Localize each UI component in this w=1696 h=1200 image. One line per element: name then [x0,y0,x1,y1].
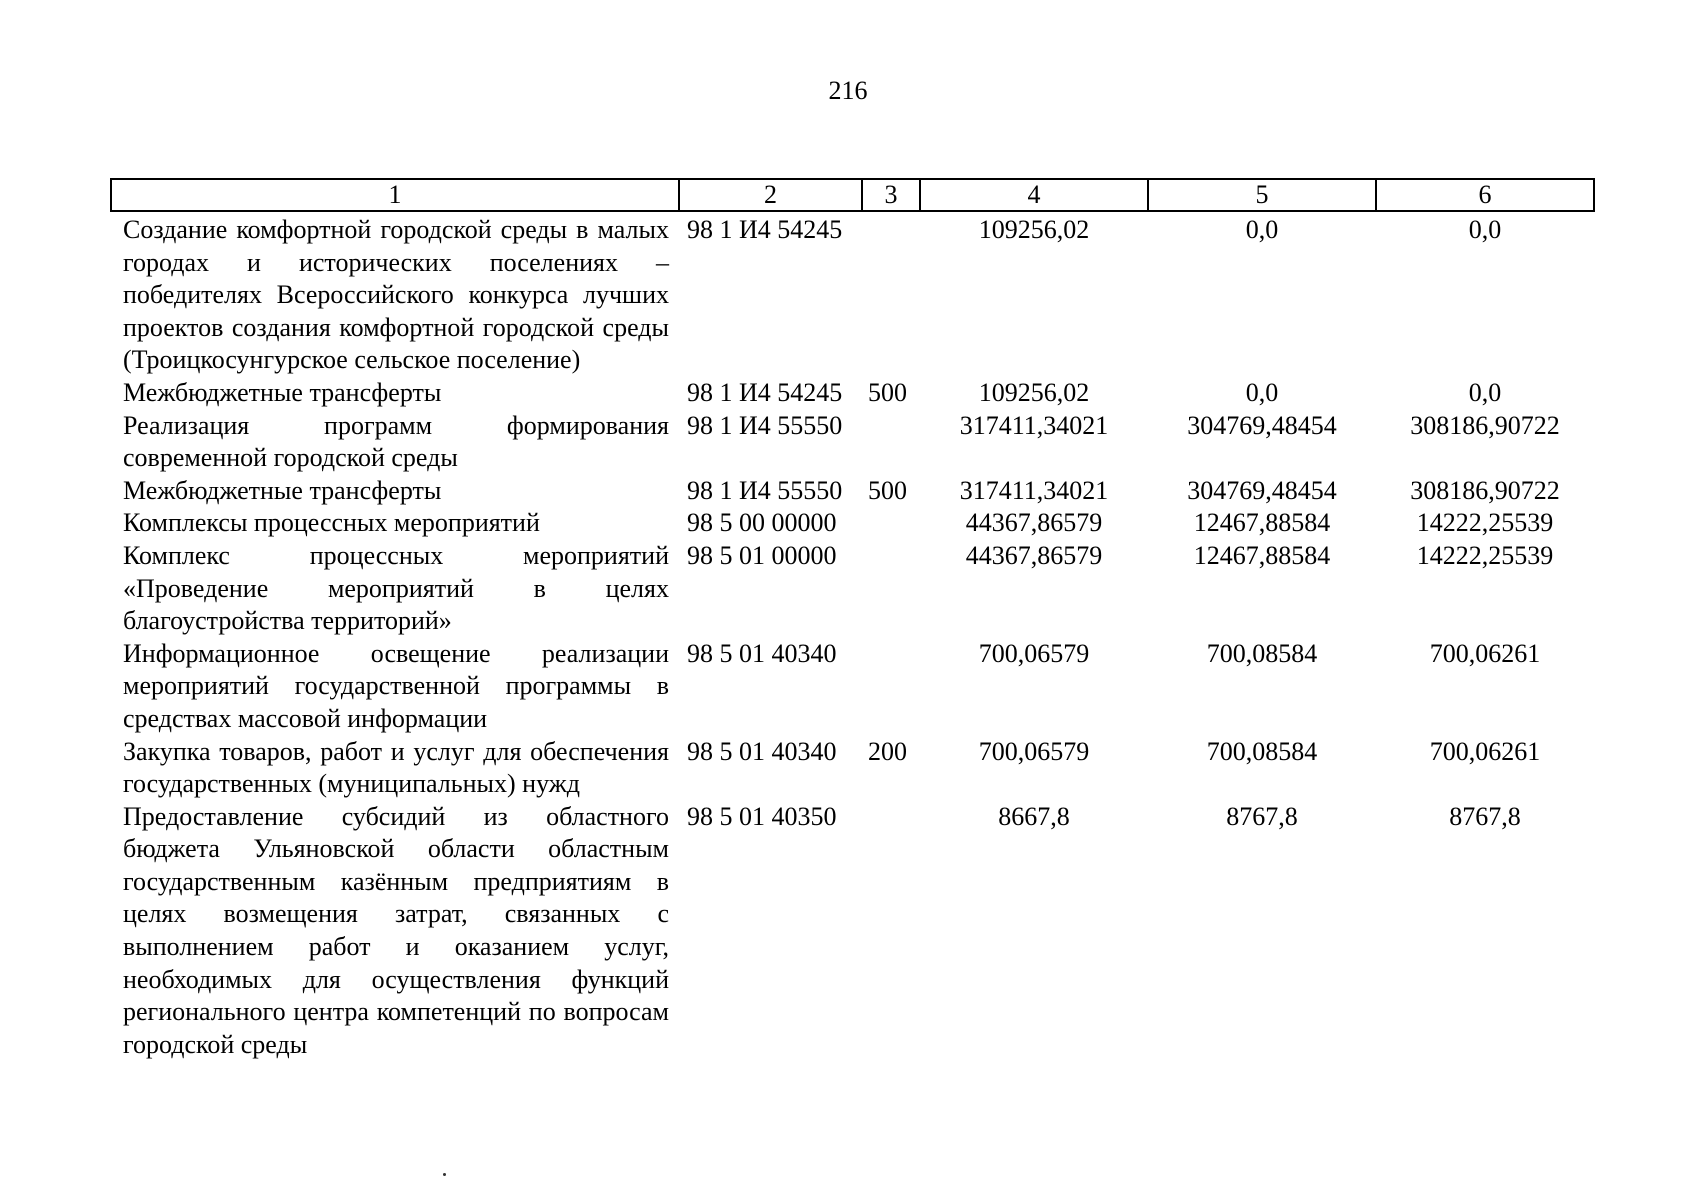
row-code: 98 5 01 40340 [687,638,837,668]
row-name: Создание комфортной городской среды в малых городах и исторических поселениях – победителях Всероссийского конкурса лучших проектов создания комфортной городской среды (Троицкосунгурское сельское поселение) [123,215,669,375]
row-col5: 304769,48454 [1187,410,1337,440]
row-col4: 700,06579 [978,638,1090,668]
row-col5: 12467,88584 [1193,508,1331,538]
row-col6: 8767,8 [1449,801,1521,831]
header-col-5: 5 [1148,179,1376,211]
table-row [111,475,1594,508]
row-col4: 317411,34021 [959,475,1109,505]
row-col6: 700,06261 [1429,638,1541,668]
row-name: Комплекс процессных мероприятий «Проведение мероприятий в целях благоустройства территорий» [123,540,669,636]
table-row [111,377,1594,410]
row-expense-type: 500 [868,377,907,407]
header-col-3: 3 [862,179,920,211]
row-expense-type [862,507,920,540]
row-col4: 44367,86579 [965,508,1103,538]
table-row [111,211,1594,377]
row-col6: 14222,25539 [1416,540,1554,570]
row-expense-type: 500 [868,475,907,505]
header-col-2: 2 [679,179,862,211]
row-col6: 0,0 [1468,377,1502,407]
row-code: 98 5 01 40340 [687,736,837,766]
table-header [111,179,1594,211]
table-row [111,540,1594,638]
row-col6: 308186,90722 [1410,475,1560,505]
table-body [111,211,1594,1061]
table-row [111,410,1594,475]
row-code: 98 1 И4 55550 [687,410,843,440]
row-name: Межбюджетные трансферты [123,475,442,505]
row-name: Межбюджетные трансферты [123,377,442,407]
row-code: 98 5 01 00000 [687,540,837,570]
row-code: 98 1 И4 55550 [687,475,843,505]
row-col5: 700,08584 [1206,736,1318,766]
table-row [111,801,1594,1062]
row-code: 98 5 01 40350 [687,801,837,831]
header-col-4: 4 [920,179,1148,211]
row-col4: 109256,02 [978,215,1090,244]
row-col5: 0,0 [1245,215,1279,244]
scan-speck [443,1173,446,1176]
row-name: Реализация программ формирования современной городской среды [123,410,669,473]
header-col-1: 1 [111,179,679,211]
row-name: Закупка товаров, работ и услуг для обеспечения государственных (муниципальных) нужд [123,736,669,799]
row-col6: 0,0 [1468,215,1502,244]
row-col5: 304769,48454 [1187,475,1337,505]
row-expense-type [862,638,920,736]
row-expense-type [862,211,920,377]
row-col4: 700,06579 [978,736,1090,766]
row-col6: 700,06261 [1429,736,1541,766]
row-expense-type [862,801,920,1062]
table-row [111,638,1594,736]
row-expense-type [862,540,920,638]
row-col6: 14222,25539 [1416,508,1554,538]
row-code: 98 1 И4 54245 [687,377,843,407]
row-name: Комплексы процессных мероприятий [123,508,540,538]
row-col4: 317411,34021 [959,410,1109,440]
row-expense-type [862,410,920,475]
table-row [111,736,1594,801]
header-col-6: 6 [1376,179,1594,211]
row-col5: 700,08584 [1206,638,1318,668]
row-col5: 0,0 [1245,377,1279,407]
row-code: 98 5 00 00000 [687,508,837,538]
header-row [111,179,1594,211]
row-expense-type: 200 [868,736,907,766]
row-col4: 109256,02 [978,377,1090,407]
table-row [111,507,1594,540]
row-col5: 8767,8 [1226,801,1298,831]
row-col5: 12467,88584 [1193,540,1331,570]
row-col4: 44367,86579 [965,540,1103,570]
row-name: Предоставление субсидий из областного бюджета Ульяновской области областным государственным казённым предприятиям в целях возмещения затрат, связанных с выполнением работ и оказанием услуг, необходимых для осуществления функций регионального центра компетенций по вопросам городской среды [123,801,669,1059]
row-col4: 8667,8 [998,801,1070,831]
row-name: Информационное освещение реализации мероприятий государственной программы в средствах массовой информации [123,638,669,733]
row-col6: 308186,90722 [1410,410,1560,440]
budget-table [110,178,1595,1061]
row-code: 98 1 И4 54245 [687,215,843,244]
page-number: 216 [828,76,868,105]
